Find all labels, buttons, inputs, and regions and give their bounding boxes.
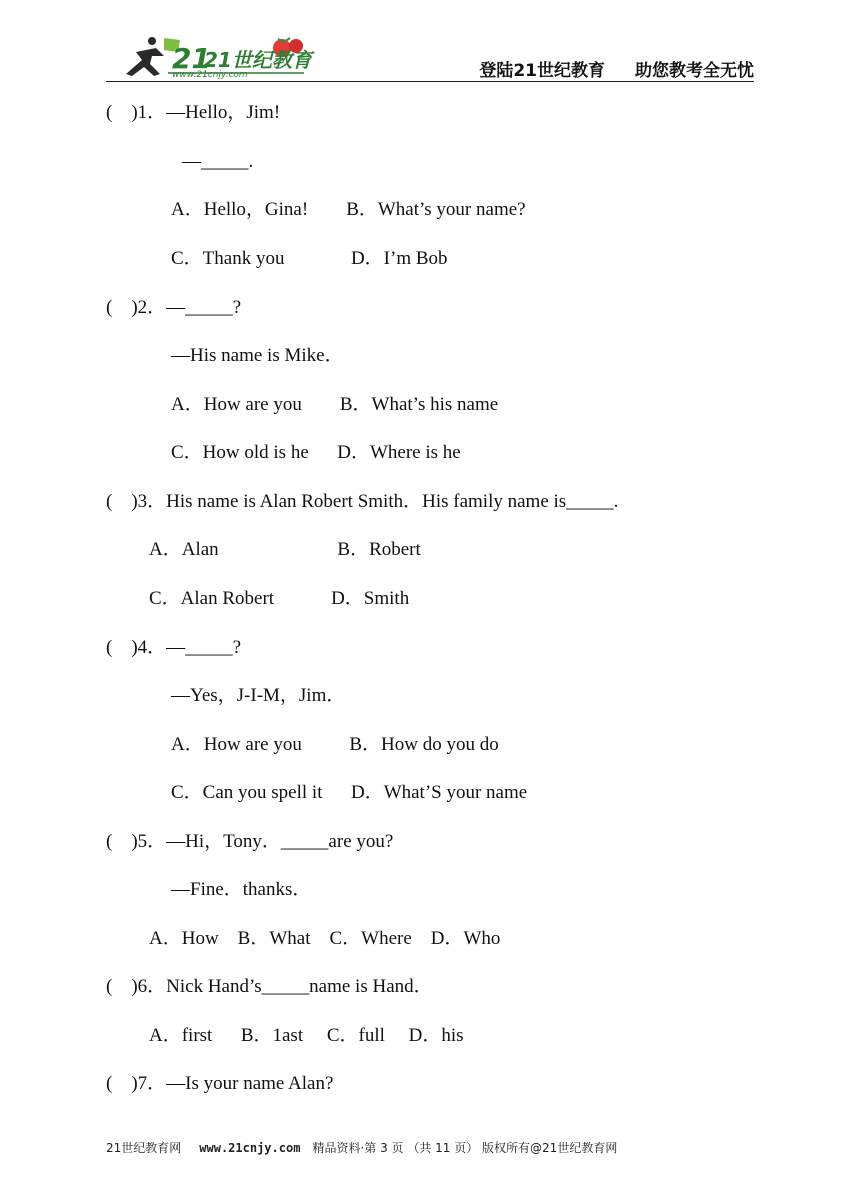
header-rule (106, 81, 754, 82)
question-2-answer: —His name is Mike． (171, 345, 344, 366)
footer-site: www.21cnjy.com (199, 1141, 301, 1155)
question-4-answer: —Yes，J-I-M，Jim． (171, 685, 346, 706)
page-header (106, 30, 754, 82)
question-2-options-ab: A．How are you B．What’s his name (171, 394, 499, 415)
header-slogan (479, 56, 754, 81)
question-1-options-cd: C．Thank you D．I’m Bob (171, 248, 448, 269)
svg-text:21: 21 (172, 42, 211, 75)
question-4-options-cd: C．Can you spell it D．What’S your name (171, 782, 528, 803)
slogan-right: 助您教考全无忧 (635, 61, 754, 81)
logo-text: 21世纪教育 (204, 48, 312, 72)
question-4-options-ab: A．How are you B．How do you do (171, 734, 499, 755)
page-footer (106, 1139, 754, 1156)
question-3-options-ab: A．Alan B．Robert (149, 539, 421, 560)
question-5: ( )5．—Hi，Tony．_____are you? (106, 831, 394, 852)
footer-right: 精品资料·第 3 页 （共 11 页） 版权所有@21世纪教育网 (312, 1141, 618, 1155)
question-4: ( )4．—_____? (106, 637, 242, 658)
question-1-options-ab: A．Hello，Gina! B．What’s your name? (171, 199, 526, 220)
question-6-options: A．first B．1ast C．full D．his (149, 1025, 464, 1046)
question-2-options-cd: C．How old is he D．Where is he (171, 442, 461, 463)
question-3-options-cd: C．Alan Robert D．Smith (149, 588, 410, 609)
question-1: ( )1．—Hello，Jim! (106, 102, 281, 123)
footer-left: 21世纪教育网 (106, 1141, 182, 1155)
slogan-left: 登陆21世纪教育 (479, 61, 605, 81)
question-3: ( )3．His name is Alan Robert Smith．His family name is_____. (106, 491, 619, 512)
runner-icon (126, 37, 164, 76)
question-7: ( )7．—Is your name Alan? (106, 1073, 334, 1094)
question-5-options: A．How B．What C．Where D．Who (149, 928, 501, 949)
question-2: ( )2．—_____? (106, 297, 242, 318)
question-6: ( )6．Nick Hand’s_____name is Hand． (106, 976, 433, 997)
question-5-answer: —Fine．thanks． (171, 879, 312, 900)
logo-url: www.21cnjy.com (172, 70, 248, 80)
question-1-blank: —_____. (182, 151, 254, 172)
